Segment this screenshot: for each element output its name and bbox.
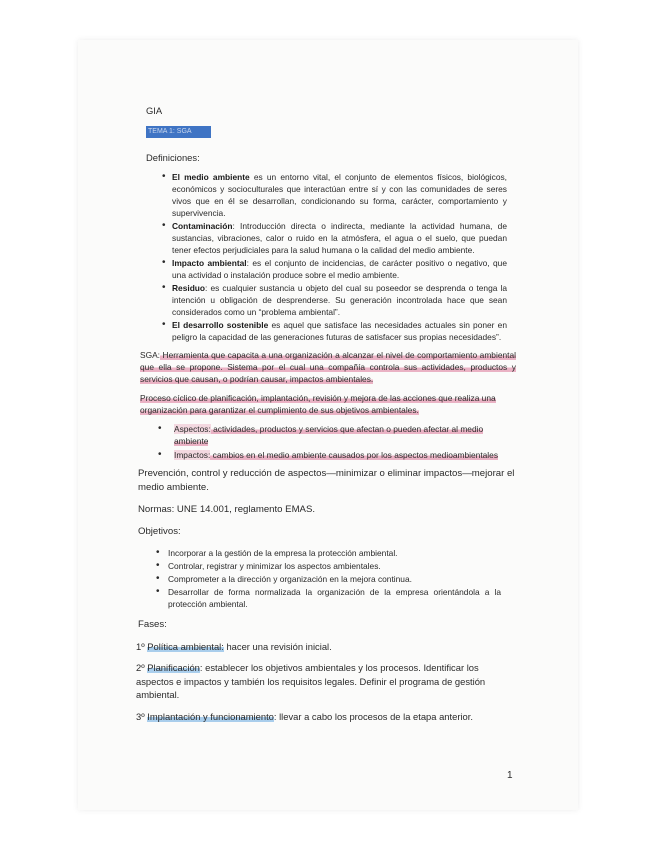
- sga-definition: [140, 349, 516, 385]
- definition-term: Contaminación: [172, 220, 233, 231]
- objectives-list: [156, 547, 501, 610]
- bullet-icon: •: [162, 219, 166, 231]
- bullet-icon: •: [162, 170, 166, 182]
- phase-term: Planificación: [147, 662, 200, 674]
- phases-heading: Fases:: [138, 618, 167, 630]
- phase-item: [136, 640, 516, 654]
- objective-text: Controlar, registrar y minimizar los aspectos ambientales.: [168, 560, 381, 571]
- bullet-icon: •: [156, 585, 160, 597]
- definition-item: [162, 257, 507, 281]
- phase-item: [136, 710, 516, 724]
- process-text: Proceso cíclico de planificación, implantación, revisión y mejora de las acciones que realiza una organización para garantizar el cumplimiento de sus objetivos ambientales.: [140, 392, 496, 415]
- standards-paragraph: Normas: UNE 14.001, reglamento EMAS.: [138, 503, 316, 515]
- sga-text: Herramienta que capacita a una organización a alcanzar el nivel de comportamiento ambiental que ella se propone. Sistema por el cual una compañía controla sus actividades, productos y servicios que causan, o podrían causar, impactos ambientales.: [140, 349, 516, 384]
- phase-number: 2º: [136, 662, 148, 674]
- bullet-icon: •: [162, 318, 166, 330]
- bullet-icon: •: [156, 546, 160, 558]
- definitions-list: [162, 171, 507, 343]
- topic-highlight: TEMA 1: SGA: [146, 126, 211, 138]
- page-number: 1: [507, 770, 513, 781]
- aspect-term: Impactos:: [174, 449, 211, 460]
- objectives-heading: Objetivos:: [138, 525, 181, 537]
- objective-text: Desarrollar de forma normalizada la organización de la empresa orientándola a la protección ambiental.: [168, 586, 501, 609]
- definition-item: [162, 220, 507, 256]
- phase-term: Política ambiental:: [147, 640, 224, 652]
- definition-text: : es el conjunto de incidencias, de carácter positivo o negativo, que una actividad o instalación produce sobre el medio ambiente.: [172, 257, 507, 280]
- definitions-heading: Definiciones:: [146, 152, 200, 164]
- aspect-item: [158, 449, 503, 461]
- definition-term: El medio ambiente: [172, 171, 250, 182]
- sga-label: SGA:: [140, 349, 161, 360]
- phase-text: : llevar a cabo los procesos de la etapa anterior.: [273, 710, 473, 722]
- bullet-icon: •: [162, 281, 166, 293]
- objective-text: Incorporar a la gestión de la empresa la protección ambiental.: [168, 547, 398, 558]
- definition-text: : es cualquier sustancia u objeto del cual su poseedor se desprenda o tenga la intención u obligación de desprenderse. Su generación incontrolada hace que sean considerados como un “problema ambiental”.: [172, 282, 507, 317]
- definition-item: [162, 282, 507, 318]
- definition-term: Impacto ambiental: [172, 257, 247, 268]
- aspects-list: [158, 423, 503, 461]
- process-definition: [140, 392, 516, 416]
- objective-text: Comprometer a la dirección y organización en la mejora continua.: [168, 573, 412, 584]
- definition-term: Residuo: [172, 282, 206, 293]
- objective-item: [156, 560, 501, 572]
- document-body: [136, 104, 516, 731]
- bullet-icon: •: [156, 572, 160, 584]
- bullet-icon: •: [158, 448, 162, 460]
- objective-item: [156, 547, 501, 559]
- aspect-term: Aspectos:: [174, 423, 211, 434]
- definition-item: [162, 171, 507, 219]
- objective-item: [156, 573, 501, 585]
- prevention-paragraph: Prevención, control y reducción de aspectos—minimizar o eliminar impactos—mejorar el medio ambiente.: [138, 467, 515, 493]
- aspect-item: [158, 423, 503, 447]
- phase-item: [136, 661, 516, 702]
- definition-term: El desarrollo sostenible: [172, 319, 269, 330]
- aspect-text: actividades, productos y servicios que afectan o pueden afectar al medio ambiente: [174, 423, 484, 446]
- aspect-text: cambios en el medio ambiente causados por los aspectos medioambientales: [210, 449, 499, 460]
- definition-text: es un entorno vital, el conjunto de elementos físicos, biológicos, económicos y socioculturales que interactúan entre sí y con las comunidades de seres vivos que en él se desarrollan, condicionando su forma, carácter, comportamiento y supervivencia.: [172, 171, 508, 218]
- phase-text: : establecer los objetivos ambientales y los procesos. Identificar los aspectos e impactos y también los requisitos legales. Definir el programa de gestión ambiental.: [136, 662, 486, 701]
- bullet-icon: •: [162, 256, 166, 268]
- phase-text: hacer una revisión inicial.: [223, 640, 332, 652]
- objective-item: [156, 586, 501, 610]
- definition-item: [162, 319, 507, 343]
- definition-text: : Introducción directa o indirecta, mediante la actividad humana, de sustancias, vibraciones, calor o ruido en la atmósfera, el agua o el suelo, que puedan tener efectos perjudiciales para la salud humana o la calidad del medio ambiente.: [172, 220, 507, 255]
- phase-number: 1º: [136, 640, 148, 652]
- bullet-icon: •: [156, 559, 160, 571]
- bullet-icon: •: [158, 422, 162, 434]
- definition-text: es aquel que satisface las necesidades actuales sin poner en peligro la capacidad de las generaciones futuras de satisfacer sus propias necesidades”.: [172, 319, 507, 342]
- phase-term: Implantación y funcionamiento: [147, 710, 274, 722]
- course-code: GIA: [146, 105, 163, 116]
- phase-number: 3º: [136, 710, 148, 722]
